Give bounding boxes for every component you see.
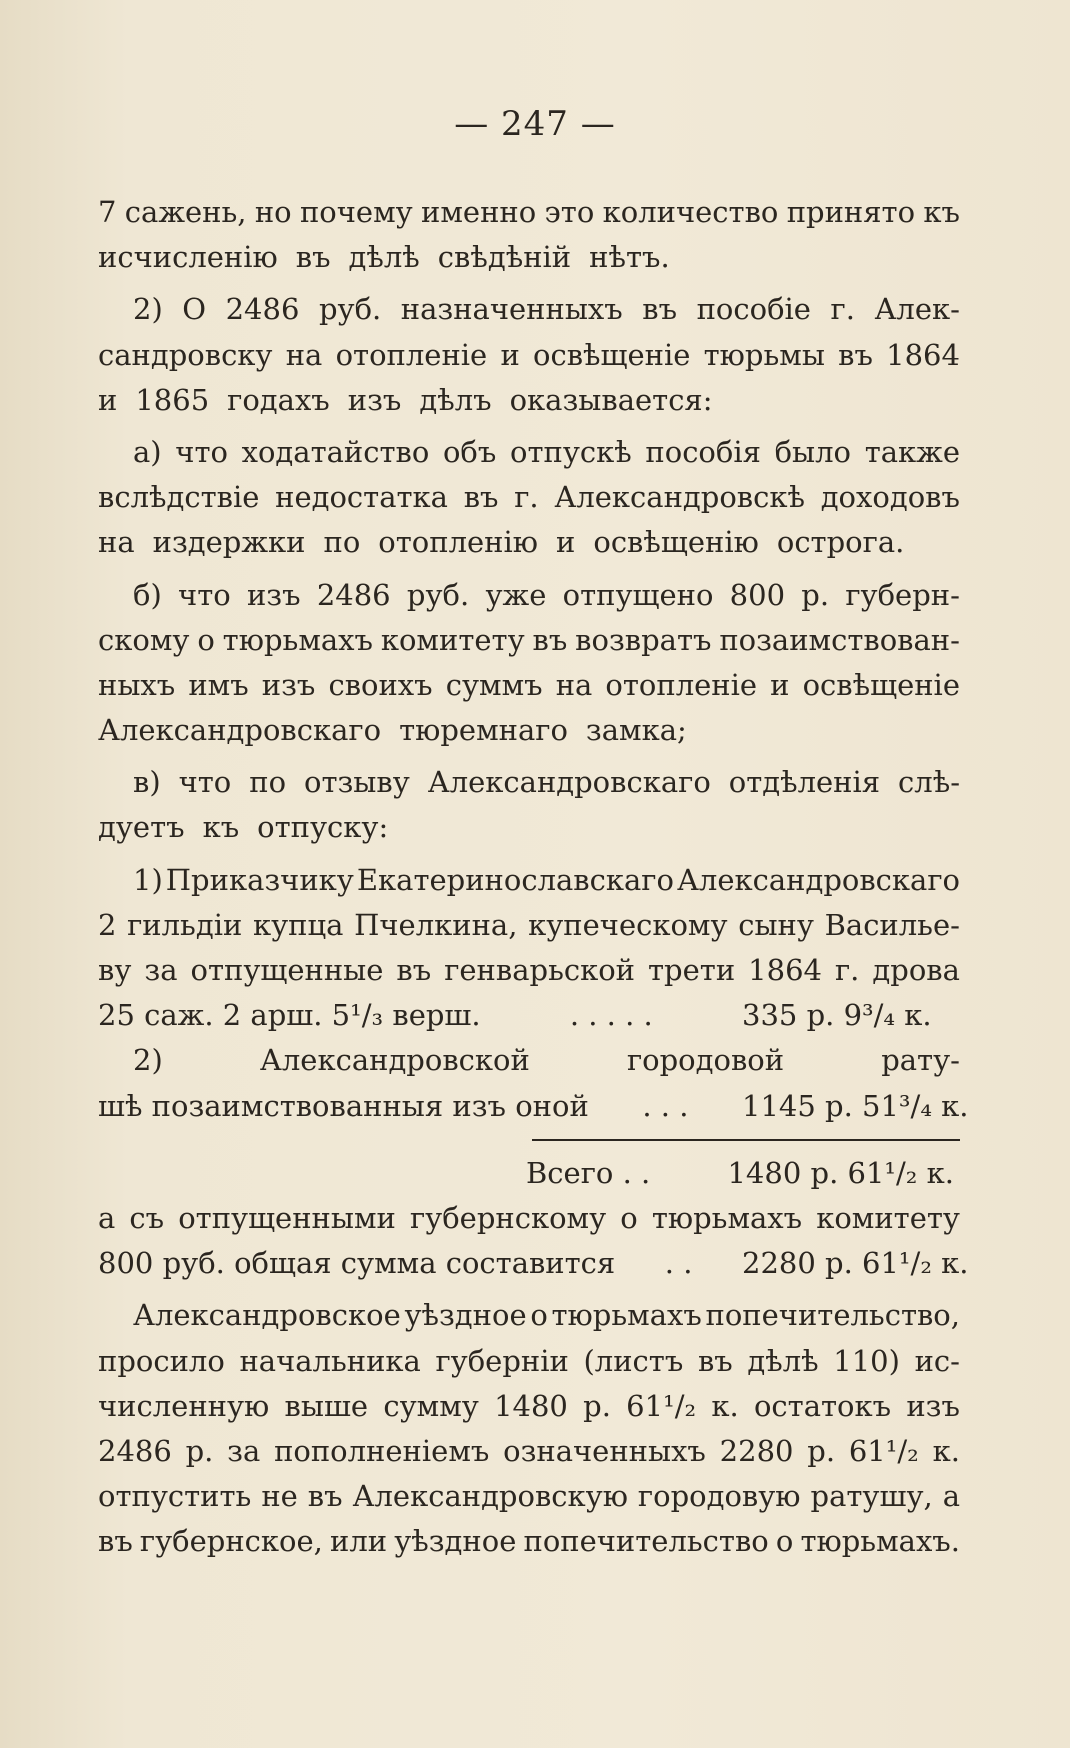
grand-total-description: 800 руб. общая сумма составится: [98, 1246, 616, 1281]
word: на: [285, 337, 323, 372]
item-2-amount: 1145 р. 51³/₄ к.: [742, 1088, 969, 1123]
word: о: [530, 1298, 548, 1333]
word: 2: [98, 907, 117, 942]
word: въ: [697, 1343, 733, 1378]
word: р.: [185, 1433, 214, 1468]
word: попечительство,: [705, 1298, 960, 1333]
word: 800: [729, 577, 786, 612]
word: это: [544, 195, 595, 229]
word: сандровску: [98, 337, 273, 372]
word: а): [133, 434, 162, 469]
word: сыну: [738, 907, 814, 942]
text-line: [98, 1339, 960, 1384]
word: отопленіе: [605, 667, 758, 702]
word: 1864: [748, 953, 822, 987]
item-1-leader: . . . . .: [569, 998, 653, 1033]
word: и: [556, 525, 576, 560]
word: Приказчику: [165, 862, 354, 897]
item-1-description: 25 саж. 2 арш. 5¹/₃ верш.: [98, 998, 481, 1033]
word: 1): [133, 862, 163, 897]
word: вслѣдствіе: [98, 480, 260, 515]
word: суммъ: [445, 667, 543, 702]
word: недостатка: [275, 480, 448, 515]
word: ратушу,: [810, 1479, 933, 1514]
paragraph-v: [98, 760, 960, 850]
word: к.: [711, 1388, 739, 1423]
word: также: [864, 434, 960, 469]
paragraph-2: [98, 287, 960, 423]
item-2-leader: . . .: [642, 1088, 689, 1123]
word: доходовъ: [820, 480, 960, 515]
text-line: [98, 287, 960, 332]
word: къ: [923, 195, 960, 229]
word: дуетъ: [98, 810, 185, 845]
word: но: [254, 195, 292, 229]
word: въ: [642, 292, 678, 327]
word: дрова: [872, 953, 960, 987]
text-line: [98, 805, 960, 850]
word: въ: [307, 1479, 343, 1514]
word: и: [500, 337, 520, 372]
word: а: [98, 1200, 116, 1235]
word: уже: [485, 577, 547, 612]
word: отпущенные: [190, 953, 384, 987]
word: отпуску:: [257, 810, 389, 845]
word: 2486: [225, 292, 300, 327]
word: въ: [295, 240, 331, 275]
word: по: [323, 525, 361, 560]
item-2: [98, 1038, 960, 1083]
word: 110): [833, 1343, 900, 1378]
word: 1864: [886, 337, 960, 372]
word: Александровское: [133, 1298, 401, 1333]
word: тюрьмахъ.: [800, 1524, 960, 1559]
word: 1865: [135, 382, 210, 417]
text-line: [98, 948, 960, 993]
word: съ: [129, 1200, 165, 1235]
word: годахъ: [227, 382, 330, 417]
text-line: [98, 1519, 960, 1564]
word: 2): [133, 292, 163, 327]
word: о: [775, 1524, 794, 1559]
word: 2486: [98, 1433, 172, 1468]
word: городовой: [626, 1043, 785, 1078]
word: купца: [252, 907, 344, 942]
word: 2280: [719, 1433, 794, 1468]
word: освѣщеніе: [533, 337, 691, 372]
word: дѣлѣ: [747, 1343, 819, 1378]
text-line: [98, 1293, 960, 1338]
word: дѣлъ: [419, 382, 492, 417]
word: 61¹/₂: [848, 1433, 919, 1468]
word: 2): [133, 1043, 163, 1078]
word: скому: [98, 622, 190, 657]
word: изъ: [261, 667, 316, 702]
word: комитету: [380, 622, 525, 657]
word: что: [175, 434, 228, 469]
word: 61¹/₂: [626, 1388, 697, 1423]
total-label: Всего . .: [526, 1155, 651, 1190]
paragraph-a: [98, 430, 960, 566]
paragraph-1: [98, 190, 960, 280]
word: что: [178, 577, 231, 612]
grand-total-amount: 2280 р. 61¹/₂ к.: [742, 1246, 969, 1281]
text-line: [98, 1429, 960, 1474]
word: къ: [202, 810, 240, 845]
word: комитету: [816, 1200, 960, 1235]
text-line: [98, 1384, 960, 1429]
word: р.: [807, 1433, 836, 1468]
word: изъ: [347, 382, 402, 417]
word: (листъ: [583, 1343, 684, 1378]
word: отпущенными: [178, 1200, 396, 1235]
word: губерніи: [435, 1343, 569, 1378]
word: количество: [602, 195, 779, 229]
word: уѣздное: [394, 1524, 517, 1559]
word: Александровскаго: [98, 713, 382, 748]
word: и: [98, 382, 118, 417]
word: тюремнаго: [399, 713, 568, 748]
word: трети: [648, 953, 736, 987]
word: Александровскую: [352, 1479, 628, 1514]
word: сажень,: [124, 195, 247, 229]
text-line: [98, 573, 960, 618]
word: р.: [801, 577, 830, 612]
word: позаимствован-: [719, 622, 960, 657]
word: руб.: [318, 292, 382, 327]
word: гильдіи: [127, 907, 243, 942]
word: оказывается:: [509, 382, 713, 417]
word: объ: [442, 434, 497, 469]
word: сумму: [383, 1388, 479, 1423]
word: 2486: [316, 577, 391, 612]
word: в): [133, 765, 161, 800]
word: выше: [284, 1388, 369, 1423]
word: отопленію: [378, 525, 539, 560]
text-line: [98, 663, 960, 708]
item-1-amount-line: [98, 993, 960, 1038]
word: отдѣленія: [728, 765, 881, 800]
word: Пчелкина,: [354, 907, 518, 942]
word: и: [770, 667, 790, 702]
word: О: [182, 292, 207, 327]
word: генварьской: [444, 953, 636, 987]
word: именно: [421, 195, 537, 229]
word: въ: [838, 337, 873, 372]
word: тюрьмахъ: [651, 1200, 803, 1235]
word: слѣ-: [898, 765, 960, 800]
word: к.: [932, 1433, 960, 1468]
word: въ: [463, 480, 499, 515]
word: свѣдѣній: [437, 240, 572, 275]
word: 7: [98, 195, 117, 229]
word: ис-: [914, 1343, 960, 1378]
text-line: [98, 708, 960, 753]
word: исчисленію: [98, 240, 278, 275]
word: пополненіемъ: [274, 1433, 490, 1468]
word: губернскому: [409, 1200, 607, 1235]
word: уѣздное: [404, 1298, 527, 1333]
word: о: [620, 1200, 638, 1235]
word: Александровскѣ: [554, 480, 805, 515]
text-line: [98, 520, 960, 565]
word: назначенныхъ: [400, 292, 623, 327]
word: Александровской: [259, 1043, 530, 1078]
word: на: [98, 525, 135, 560]
word: принято: [786, 195, 916, 229]
word: г.: [834, 953, 860, 987]
text-line: [98, 475, 960, 520]
word: тюрьмахъ: [222, 622, 373, 657]
word: освѣщеніе: [802, 667, 960, 702]
word: почему: [299, 195, 413, 229]
word: ву: [98, 953, 132, 987]
word: за: [227, 1433, 261, 1468]
word: своихъ: [328, 667, 433, 702]
word: тюрьмы: [703, 337, 825, 372]
word: р.: [583, 1388, 611, 1423]
item-1: [98, 858, 960, 994]
word: отопленіе: [335, 337, 488, 372]
word: б): [133, 577, 162, 612]
text-line: [98, 333, 960, 378]
word: о: [197, 622, 215, 657]
word: г.: [514, 480, 539, 515]
text-line: [98, 1038, 960, 1083]
word: за: [144, 953, 178, 987]
text-line: [98, 430, 960, 475]
word: означенныхъ: [503, 1433, 706, 1468]
word: ходатайство: [241, 434, 430, 469]
word: пособія: [645, 434, 761, 469]
word: городовую: [637, 1479, 801, 1514]
text-line: [98, 903, 960, 948]
word: освѣщенію: [593, 525, 759, 560]
word: остатокъ: [753, 1388, 892, 1423]
sum-rule: [532, 1139, 960, 1141]
paragraph-final: [98, 1293, 960, 1564]
word: губернское,: [139, 1524, 323, 1559]
text-line: [98, 1196, 960, 1241]
item-1-amount: 335 р. 9³/₄ к.: [742, 998, 932, 1033]
word: губерн-: [845, 577, 960, 612]
text-line: [98, 858, 960, 903]
page-number: — 247 —: [454, 104, 616, 144]
word: нѣтъ.: [589, 240, 670, 275]
word: а: [942, 1479, 960, 1514]
word: Василье-: [824, 907, 960, 942]
word: ныхъ: [98, 667, 176, 702]
text-line: [98, 235, 960, 280]
text-line: [98, 190, 960, 235]
grand-total-leader: . .: [664, 1246, 693, 1281]
word: численную: [98, 1388, 270, 1423]
text-line: [98, 378, 960, 423]
word: просило: [98, 1343, 225, 1378]
word: Александровскаго: [676, 862, 960, 897]
word: не: [261, 1479, 298, 1514]
word: купеческому: [528, 907, 728, 942]
word: отзыву: [303, 765, 410, 800]
word: пособіе: [696, 292, 811, 327]
word: попечительство: [523, 1524, 769, 1559]
word: или: [329, 1524, 388, 1559]
word: начальника: [239, 1343, 421, 1378]
word: по: [249, 765, 287, 800]
word: руб.: [406, 577, 470, 612]
text-line: [98, 760, 960, 805]
word: издержки: [152, 525, 306, 560]
word: изъ: [906, 1388, 960, 1423]
word: тюрьмахъ: [551, 1298, 702, 1333]
grand-total-line: [98, 1241, 969, 1286]
total-line: [98, 1151, 960, 1196]
page-body: [98, 190, 969, 1564]
word: рату-: [881, 1043, 960, 1078]
word: Алек-: [874, 292, 960, 327]
word: возвратъ: [575, 622, 712, 657]
word: было: [774, 434, 852, 469]
total-amount: 1480 р. 61¹/₂ к.: [727, 1155, 954, 1190]
word: Екатеринославскаго: [356, 862, 674, 897]
word: дѣлѣ: [348, 240, 420, 275]
item-2-amount-line: [98, 1084, 969, 1129]
word: что: [178, 765, 232, 800]
word: отпускѣ: [510, 434, 632, 469]
word: изъ: [246, 577, 301, 612]
text-line: [98, 618, 960, 663]
text-line: [98, 1474, 960, 1519]
word: въ: [532, 622, 568, 657]
word: на: [555, 667, 593, 702]
word: 1480: [494, 1388, 568, 1423]
word: Александровскаго: [427, 765, 711, 800]
word: г.: [830, 292, 855, 327]
word: имъ: [188, 667, 249, 702]
word: замка;: [585, 713, 687, 748]
with-committee-paragraph: [98, 1196, 960, 1241]
paragraph-b: [98, 573, 960, 754]
word: въ: [98, 1524, 133, 1559]
word: острога.: [776, 525, 905, 560]
item-2-description: шѣ позаимствованныя изъ оной: [98, 1088, 589, 1123]
word: въ: [396, 953, 432, 987]
word: отпущено: [562, 577, 714, 612]
word: отпустить: [98, 1479, 252, 1514]
